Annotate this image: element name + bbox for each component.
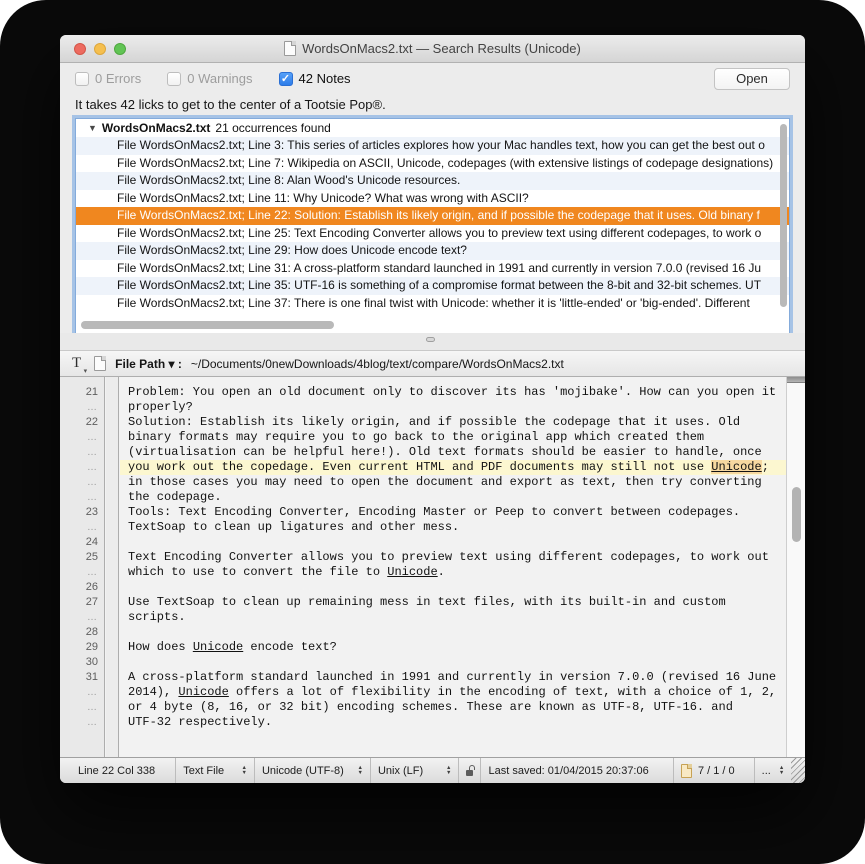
disclosure-triangle-icon[interactable]: ▼ — [88, 123, 97, 133]
results-toolbar — [60, 62, 805, 95]
file-type-value: Text File — [183, 764, 225, 777]
cursor-position: Line 22 Col 338 — [60, 758, 176, 783]
editor-line[interactable]: Tools: Text Encoding Converter, Encoding Master or Peep to convert between codepages. — [128, 505, 741, 519]
editor-line[interactable]: properly? — [128, 400, 193, 414]
notes-checkbox[interactable] — [279, 72, 293, 86]
editor-line[interactable]: the codepage. — [128, 490, 222, 504]
editor-line[interactable]: Text Encoding Converter allows you to preview text using different codepages, to work out — [128, 550, 769, 564]
search-match: Unicode — [387, 565, 438, 579]
line-number: 23 — [85, 506, 98, 518]
minimize-button[interactable] — [94, 43, 106, 55]
encoding-menu[interactable] — [255, 758, 371, 783]
line-number: … — [87, 717, 98, 728]
title-bar[interactable] — [60, 35, 805, 63]
warnings-label: 0 Warnings — [187, 71, 253, 86]
search-match-highlight: Unicode — [711, 460, 762, 474]
file-path-value: ~/Documents/0newDownloads/4blog/text/compare/WordsOnMacs2.txt — [190, 356, 564, 371]
line-number: … — [87, 432, 98, 443]
editor-line[interactable]: 2014), Unicode offers a lot of flexibility in the encoding of text, with a choice of 1, 2, — [128, 685, 777, 699]
warnings-checkbox[interactable] — [167, 72, 181, 86]
editor-line[interactable]: in those cases you may need to open the document and export as text, then try converting — [128, 475, 762, 489]
line-number: … — [87, 612, 98, 623]
status-bar — [60, 757, 805, 783]
results-group-header[interactable] — [76, 119, 789, 137]
stepper-icon: ▲ ▼ — [241, 765, 247, 776]
editor-line[interactable] — [120, 580, 786, 595]
window-title: WordsOnMacs2.txt — Search Results (Unicode) — [302, 41, 581, 56]
result-row[interactable]: File WordsOnMacs2.txt; Line 29: How does Unicode encode text? — [76, 242, 789, 260]
line-number: 27 — [85, 596, 98, 608]
editor-line[interactable] — [120, 535, 786, 550]
line-number: … — [87, 702, 98, 713]
counts-value: 7 / 1 / 0 — [697, 764, 735, 777]
result-row[interactable]: File WordsOnMacs2.txt; Line 8: Alan Wood's Unicode resources. — [76, 172, 789, 190]
result-row[interactable]: File WordsOnMacs2.txt; Line 3: This series of articles explores how your Mac handles text, how you can get the best out o — [76, 137, 789, 155]
file-type-menu[interactable] — [176, 758, 255, 783]
editor-vertical-scrollbar[interactable] — [786, 377, 805, 757]
document-proxy-icon[interactable] — [94, 356, 106, 371]
editor-line[interactable]: you work out the copedage. Even current HTML and PDF documents may still not use Unicode; — [120, 460, 786, 475]
result-row[interactable]: File WordsOnMacs2.txt; Line 7: Wikipedia on ASCII, Unicode, codepages (with extensive listings of codepage designations) — [117, 155, 774, 170]
errors-filter[interactable] — [75, 71, 141, 86]
editor-line[interactable]: Problem: You open an old document only to discover its has 'mojibake'. How can you open it — [128, 385, 777, 399]
line-number: 21 — [85, 386, 98, 398]
editor-line[interactable]: Use TextSoap to clean up remaining mess in text files, with its built-in and custom — [128, 595, 726, 609]
line-number: … — [87, 447, 98, 458]
notes-filter[interactable] — [279, 71, 351, 86]
editor-line[interactable]: or 4 byte (8, 16, or 32 bit) encoding schemes. These are known as UTF-8, UTF-16. and — [128, 700, 733, 714]
lock-toggle[interactable] — [459, 758, 481, 783]
results-file-name: WordsOnMacs2.txt — [101, 121, 211, 135]
text-editor[interactable] — [60, 377, 805, 757]
editor-gutter-numbers — [60, 377, 105, 757]
result-row[interactable]: File WordsOnMacs2.txt; Line 37: There is one final twist with Unicode: whether it is 'little-ended' or 'big-ended'. Different — [117, 295, 750, 310]
document-icon — [681, 764, 692, 778]
scrollbar-split-widget[interactable] — [787, 377, 805, 383]
results-rows — [76, 137, 789, 312]
editor-scroll-thumb[interactable] — [792, 487, 801, 542]
unlocked-padlock-icon — [466, 770, 473, 776]
list-vertical-scrollbar[interactable] — [780, 124, 787, 307]
encoding-value: Unicode (UTF-8) — [261, 764, 344, 777]
line-number: 22 — [85, 416, 98, 428]
line-number: … — [87, 567, 98, 578]
editor-line[interactable]: which to use to convert the file to Unicode. — [128, 565, 445, 579]
editor-line[interactable]: UTF-32 respectively. — [128, 715, 273, 729]
line-number: 25 — [85, 551, 98, 563]
editor-line[interactable]: binary formats may require you to go back to the original app which created them — [128, 430, 705, 444]
pane-splitter[interactable] — [60, 333, 805, 350]
line-number: … — [87, 402, 98, 413]
document-counts[interactable] — [674, 758, 755, 783]
line-number: 24 — [85, 536, 98, 548]
errors-label: 0 Errors — [95, 71, 142, 86]
file-path-bar — [60, 350, 805, 377]
line-number: … — [87, 477, 98, 488]
editor-line[interactable] — [120, 655, 786, 670]
traffic-lights — [74, 43, 126, 55]
result-row[interactable]: File WordsOnMacs2.txt; Line 25: Text Encoding Converter allows you to preview text using different codepages, to work o — [117, 225, 762, 240]
splitter-handle-icon[interactable] — [426, 337, 435, 342]
line-ending-value: Unix (LF) — [377, 764, 424, 777]
line-number: 26 — [85, 581, 98, 593]
window-title-group — [284, 41, 581, 56]
line-number: … — [87, 687, 98, 698]
editor-line[interactable]: scripts. — [128, 610, 186, 624]
results-summary: 21 occurrences found — [215, 121, 331, 135]
editor-line[interactable]: A cross-platform standard launched in 1991 and currently in version 7.0.0 (revised 16 June — [128, 670, 777, 684]
more-menu[interactable] — [755, 758, 792, 783]
document-icon — [284, 41, 296, 56]
stepper-icon: ▲ ▼ — [778, 765, 785, 776]
line-ending-menu[interactable] — [371, 758, 460, 783]
notes-label: 42 Notes — [298, 71, 351, 86]
stepper-icon: ▲ ▼ — [357, 765, 363, 776]
stepper-icon: ▲ ▼ — [446, 765, 452, 776]
editor-line[interactable]: (virtualisation can be helpful here!). Old text formats should be easier to handle, once — [128, 445, 762, 459]
search-match: Unicode — [192, 640, 244, 654]
line-number: 29 — [85, 641, 98, 653]
search-results-list[interactable] — [75, 118, 790, 334]
resize-grip[interactable] — [791, 758, 805, 783]
open-button[interactable]: Open — [714, 68, 790, 90]
editor-code[interactable] — [120, 377, 786, 745]
editor-gutter-strip — [106, 377, 119, 757]
line-number: 31 — [85, 671, 98, 683]
file-path-label[interactable]: File Path ▾ : — [115, 356, 182, 371]
line-number: … — [87, 522, 98, 533]
editor-line[interactable]: Solution: Establish its likely origin, and if possible the codepage that it uses. Old — [128, 415, 741, 429]
app-window — [60, 35, 805, 783]
line-number: … — [87, 462, 98, 473]
close-button[interactable] — [74, 43, 86, 55]
line-number: 30 — [85, 656, 98, 668]
editor-line[interactable]: How does Unicode encode text? — [128, 640, 337, 654]
result-row[interactable]: File WordsOnMacs2.txt; Line 31: A cross-platform standard launched in 1991 and currently in version 7.0.0 (revised 16 Ju — [117, 260, 762, 275]
editor-line[interactable] — [120, 625, 786, 640]
warnings-filter[interactable] — [167, 71, 252, 86]
result-row[interactable]: File WordsOnMacs2.txt; Line 22: Solution: Establish its likely origin, and if possible the codepage that it uses. Old binary f — [76, 207, 789, 225]
search-match: Unicode — [178, 685, 229, 699]
zoom-button[interactable] — [114, 43, 126, 55]
last-saved: Last saved: 01/04/2015 20:37:06 — [481, 758, 673, 783]
list-horizontal-scrollbar[interactable] — [81, 321, 334, 329]
editor-line[interactable]: TextSoap to clean up ligatures and other mess. — [128, 520, 460, 534]
more-label: ... — [761, 764, 771, 777]
errors-checkbox[interactable] — [75, 72, 89, 86]
line-number: 28 — [85, 626, 98, 638]
result-row[interactable]: File WordsOnMacs2.txt; Line 11: Why Unicode? What was wrong with ASCII? — [117, 190, 529, 205]
line-number: … — [87, 492, 98, 503]
result-row[interactable]: File WordsOnMacs2.txt; Line 35: UTF-16 is something of a compromise format between the 8-bit and 32-bit schemes. UT — [76, 277, 789, 295]
text-options-icon[interactable]: T ▾ — [72, 355, 85, 372]
status-message: It takes 42 licks to get to the center of a Tootsie Pop®. — [75, 97, 386, 112]
